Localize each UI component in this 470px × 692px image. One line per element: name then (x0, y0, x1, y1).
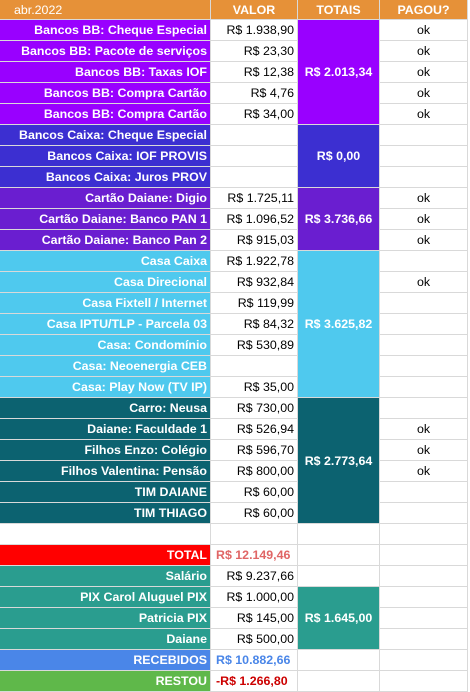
pix-value[interactable]: R$ 145,00 (211, 608, 298, 629)
pix-value[interactable]: R$ 1.000,00 (211, 587, 298, 608)
empty-cell[interactable] (298, 524, 380, 545)
expense-label[interactable]: Bancos BB: Cheque Especial (0, 20, 211, 41)
paid-status[interactable] (380, 167, 468, 188)
empty-cell[interactable] (380, 587, 468, 608)
restou-value[interactable]: -R$ 1.266,80 (211, 671, 298, 692)
paid-status[interactable] (380, 251, 468, 272)
empty-cell[interactable] (380, 629, 468, 650)
expense-value[interactable]: R$ 1.725,11 (211, 188, 298, 209)
expense-value[interactable] (211, 356, 298, 377)
salario-label: Salário (0, 566, 211, 587)
total-label: TOTAL (0, 545, 211, 566)
paid-status[interactable]: ok (380, 104, 468, 125)
expense-value[interactable]: R$ 23,30 (211, 41, 298, 62)
group-total[interactable]: R$ 3.736,66 (298, 188, 380, 251)
expense-label[interactable]: Cartão Daiane: Banco Pan 2 (0, 230, 211, 251)
pix-label[interactable]: PIX Carol Aluguel PIX (0, 587, 211, 608)
expense-value[interactable]: R$ 915,03 (211, 230, 298, 251)
paid-status[interactable] (380, 356, 468, 377)
expense-value[interactable] (211, 125, 298, 146)
pix-value[interactable]: R$ 500,00 (211, 629, 298, 650)
empty-cell[interactable] (298, 545, 380, 566)
empty-cell[interactable] (298, 671, 380, 692)
expense-value[interactable]: R$ 596,70 (211, 440, 298, 461)
empty-cell[interactable] (211, 524, 298, 545)
expense-label[interactable]: Cartão Daiane: Banco PAN 1 (0, 209, 211, 230)
expense-label[interactable]: Carro: Neusa (0, 398, 211, 419)
empty-cell[interactable] (380, 650, 468, 671)
total-value[interactable]: R$ 12.149,46 (211, 545, 298, 566)
group-total[interactable]: R$ 2.773,64 (298, 398, 380, 524)
header-month[interactable]: abr.2022 (0, 0, 211, 20)
paid-status[interactable]: ok (380, 209, 468, 230)
header-totais[interactable]: TOTAIS (298, 0, 380, 20)
expense-value[interactable]: R$ 34,00 (211, 104, 298, 125)
paid-status[interactable]: ok (380, 62, 468, 83)
expense-value[interactable]: R$ 35,00 (211, 377, 298, 398)
paid-status[interactable]: ok (380, 41, 468, 62)
expense-value[interactable]: R$ 932,84 (211, 272, 298, 293)
paid-status[interactable]: ok (380, 83, 468, 104)
expense-label[interactable]: Bancos Caixa: Juros PROV (0, 167, 211, 188)
expense-label[interactable]: Casa: Play Now (TV IP) (0, 377, 211, 398)
empty-cell[interactable] (0, 524, 211, 545)
paid-status[interactable] (380, 398, 468, 419)
expense-value[interactable]: R$ 526,94 (211, 419, 298, 440)
recebidos-value[interactable]: R$ 10.882,66 (211, 650, 298, 671)
empty-cell[interactable] (380, 608, 468, 629)
expense-label[interactable]: TIM DAIANE (0, 482, 211, 503)
paid-status[interactable] (380, 125, 468, 146)
expense-label[interactable]: Cartão Daiane: Digio (0, 188, 211, 209)
paid-status[interactable] (380, 314, 468, 335)
paid-status[interactable]: ok (380, 230, 468, 251)
empty-cell[interactable] (298, 650, 380, 671)
paid-status[interactable]: ok (380, 272, 468, 293)
expense-value[interactable]: R$ 12,38 (211, 62, 298, 83)
empty-cell[interactable] (298, 566, 380, 587)
group-total[interactable]: R$ 2.013,34 (298, 20, 380, 125)
expense-value[interactable]: R$ 800,00 (211, 461, 298, 482)
expense-label[interactable]: Bancos BB: Compra Cartão (0, 83, 211, 104)
expense-value[interactable]: R$ 60,00 (211, 503, 298, 524)
group-total[interactable]: R$ 0,00 (298, 125, 380, 188)
empty-cell[interactable] (380, 545, 468, 566)
expense-value[interactable] (211, 167, 298, 188)
expense-label[interactable]: Casa IPTU/TLP - Parcela 03 (0, 314, 211, 335)
empty-cell[interactable] (380, 566, 468, 587)
paid-status[interactable]: ok (380, 20, 468, 41)
expense-label[interactable]: TIM THIAGO (0, 503, 211, 524)
paid-status[interactable] (380, 293, 468, 314)
expense-label[interactable]: Filhos Valentina: Pensão (0, 461, 211, 482)
expense-label[interactable]: Bancos BB: Pacote de serviços (0, 41, 211, 62)
recebidos-label: RECEBIDOS (0, 650, 211, 671)
empty-cell[interactable] (380, 671, 468, 692)
expense-value[interactable]: R$ 1.938,90 (211, 20, 298, 41)
group-total[interactable]: R$ 3.625,82 (298, 251, 380, 398)
expense-label[interactable]: Casa Direcional (0, 272, 211, 293)
expense-label[interactable]: Daiane: Faculdade 1 (0, 419, 211, 440)
pix-label[interactable]: Patricia PIX (0, 608, 211, 629)
salario-value[interactable]: R$ 9.237,66 (211, 566, 298, 587)
expense-value[interactable]: R$ 1.096,52 (211, 209, 298, 230)
expense-label[interactable]: Bancos Caixa: Cheque Especial (0, 125, 211, 146)
expense-value[interactable]: R$ 119,99 (211, 293, 298, 314)
expense-value[interactable]: R$ 1.922,78 (211, 251, 298, 272)
expense-value[interactable]: R$ 530,89 (211, 335, 298, 356)
pix-total[interactable]: R$ 1.645,00 (298, 587, 380, 650)
expense-value[interactable]: R$ 730,00 (211, 398, 298, 419)
paid-status[interactable] (380, 146, 468, 167)
expense-value[interactable]: R$ 60,00 (211, 482, 298, 503)
empty-cell[interactable] (380, 524, 468, 545)
restou-label: RESTOU (0, 671, 211, 692)
expense-value[interactable]: R$ 84,32 (211, 314, 298, 335)
expense-label[interactable]: Casa Fixtell / Internet (0, 293, 211, 314)
expense-label[interactable]: Bancos Caixa: IOF PROVIS (0, 146, 211, 167)
paid-status[interactable] (380, 335, 468, 356)
paid-status[interactable]: ok (380, 440, 468, 461)
paid-status[interactable] (380, 377, 468, 398)
paid-status[interactable] (380, 482, 468, 503)
paid-status[interactable]: ok (380, 419, 468, 440)
expense-label[interactable]: Bancos BB: Compra Cartão (0, 104, 211, 125)
header-pagou[interactable]: PAGOU? (380, 0, 468, 20)
expense-label[interactable]: Filhos Enzo: Colégio (0, 440, 211, 461)
expense-value[interactable]: R$ 4,76 (211, 83, 298, 104)
paid-status[interactable] (380, 503, 468, 524)
paid-status[interactable]: ok (380, 188, 468, 209)
pix-label[interactable]: Daiane (0, 629, 211, 650)
expense-label[interactable]: Bancos BB: Taxas IOF (0, 62, 211, 83)
expense-label[interactable]: Casa: Neoenergia CEB (0, 356, 211, 377)
expense-label[interactable]: Casa Caixa (0, 251, 211, 272)
expense-value[interactable] (211, 146, 298, 167)
paid-status[interactable]: ok (380, 461, 468, 482)
expense-label[interactable]: Casa: Condomínio (0, 335, 211, 356)
header-valor[interactable]: VALOR (211, 0, 298, 20)
